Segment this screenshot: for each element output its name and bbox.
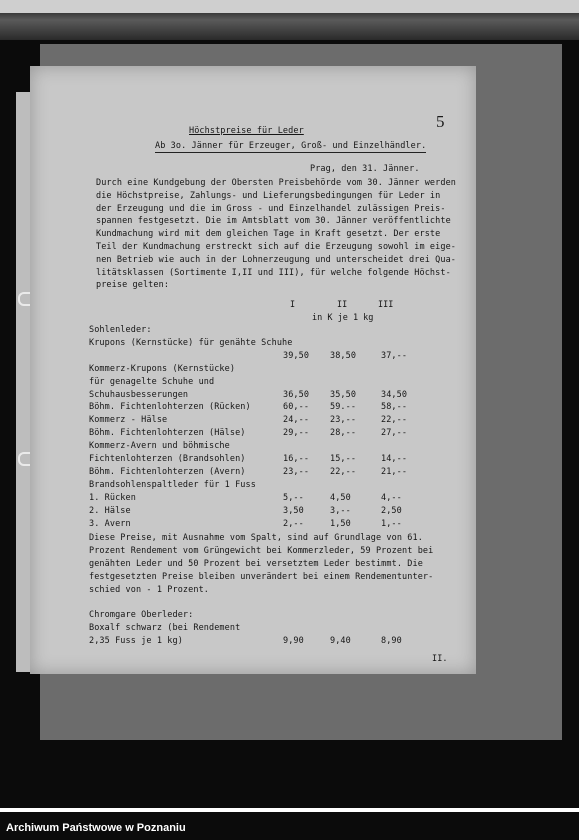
table-row-label: Boxalf schwarz (bei Rendement: [89, 623, 241, 633]
table-cell: 2,50: [381, 505, 402, 516]
table-cell: 23,--: [283, 466, 310, 477]
table-cell: 36,50: [283, 389, 310, 400]
intro-line: die Höchstpreise, Zahlungs- und Lieferungsbedingungen für Leder in: [96, 190, 441, 201]
archive-footer: [0, 808, 579, 840]
table-row-label: Böhm. Fichtenlohterzen (Hälse): [89, 428, 246, 439]
col-header-3: III: [378, 300, 394, 310]
table-cell: 22,--: [381, 415, 408, 426]
table-row-label: Kommerz - Hälse: [89, 415, 168, 426]
table-cell: 5,--: [283, 492, 304, 503]
table-row-label: Böhm. Fichtenlohterzen (Avern): [89, 466, 246, 477]
document-subtitle: Ab 3o. Jänner für Erzeuger, Groß- und Einzelhändler.: [155, 141, 427, 151]
table-cell: 60,--: [283, 402, 310, 413]
table-cell: 9,90: [283, 636, 304, 646]
intro-line: nen Betrieb wie auch in der Lohnerzeugung und unterscheidet drei Qua-: [96, 254, 457, 265]
table-cell: 14,--: [381, 454, 408, 464]
table-cell: 28,--: [330, 428, 357, 439]
unit-line: in K je 1 kg: [312, 313, 374, 323]
table-row-label: Böhm. Fichtenlohterzen (Rücken): [89, 402, 251, 413]
table-row-label: für genagelte Schuhe und: [89, 376, 215, 387]
table-row-label: Kommerz-Krupons (Kernstücke): [89, 363, 236, 374]
table-cell: 1,50: [330, 518, 351, 529]
intro-line: Durch eine Kundgebung der Obersten Preisbehörde vom 30. Jänner werden: [96, 178, 457, 188]
table-cell: 3,50: [283, 505, 304, 516]
table-row-label: Sohlenleder:: [89, 325, 152, 335]
closing-line: Prozent Rendement vom Grüngewicht bei Kommerzleder, 59 Prozent bei: [89, 546, 434, 556]
table-row-label: Schuhausbesserungen: [89, 389, 189, 400]
table-cell: 24,--: [283, 415, 310, 426]
table-cell: 8,90: [381, 636, 402, 646]
intro-line: preise gelten:: [96, 280, 170, 291]
table-row-label: 2,35 Fuss je 1 kg): [89, 636, 183, 646]
table-row-label: 2. Hälse: [89, 505, 131, 516]
date-line: Prag, den 31. Jänner.: [310, 164, 420, 174]
table-row-label: 3. Avern: [89, 518, 131, 529]
intro-line: Kundmachung wird mit dem gleichen Tage in Kraft gesetzt. Der erste: [96, 229, 441, 240]
table-cell: 23,--: [330, 415, 357, 426]
table-cell: 4,50: [330, 492, 351, 503]
table-cell: 39,50: [283, 350, 310, 361]
closing-line: festgesetzten Preise bleiben unverändert bei einem Rendementunter-: [89, 572, 434, 582]
archive-name: Archiwum Państwowe w Poznaniu: [6, 822, 186, 834]
table-row-label: Kommerz-Avern und böhmische: [89, 441, 230, 452]
table-cell: 3,--: [330, 505, 351, 516]
chrome-heading: Chromgare Oberleder:: [89, 610, 194, 620]
closing-line: schied von - 1 Prozent.: [89, 585, 210, 595]
intro-line: spannen festgesetzt. Die im Amtsblatt vom 30. Jänner veröffentlichte: [96, 216, 451, 227]
intro-line: litätsklassen (Sortimente I,II und III), für welche folgende Höchst-: [96, 267, 451, 278]
intro-line: Teil der Kundmachung erstreckt sich auf die Erzeugung sowohl im eige-: [96, 242, 457, 252]
table-cell: 34,50: [381, 389, 408, 400]
page-number: 5: [436, 112, 445, 131]
col-header-1: I: [290, 300, 296, 310]
document-title: Höchstpreise für Leder: [189, 126, 304, 136]
table-cell: 1,--: [381, 518, 402, 529]
closing-line: genähten Leder und 50 Prozent bei versetztem Leder bestimmt. Die: [89, 559, 423, 569]
table-cell: 58,--: [381, 402, 408, 413]
table-cell: 29,--: [283, 428, 310, 439]
table-cell: 4,--: [381, 492, 402, 503]
table-cell: 15,--: [330, 454, 357, 464]
table-cell: 27,--: [381, 428, 408, 439]
table-cell: 37,--: [381, 350, 408, 361]
table-cell: 16,--: [283, 454, 310, 464]
table-row-label: Brandsohlenspaltleder für 1 Fuss: [89, 479, 256, 490]
closing-line: Diese Preise, mit Ausnahme vom Spalt, sind auf Grundlage von 61.: [89, 533, 423, 543]
scanner-top-strip: [0, 0, 579, 40]
table-cell: 35,50: [330, 389, 357, 400]
table-row-label: Krupons (Kernstücke) für genähte Schuhe: [89, 337, 293, 348]
table-cell: 22,--: [330, 466, 357, 477]
table-cell: 38,50: [330, 350, 357, 361]
table-cell: 9,40: [330, 636, 351, 646]
table-row-label: Fichtenlohterzen (Brandsohlen): [89, 454, 246, 464]
table-cell: 59.--: [330, 402, 357, 413]
continuation-mark: II.: [432, 654, 448, 664]
col-header-2: II: [337, 300, 348, 310]
table-cell: 2,--: [283, 518, 304, 529]
table-row-label: 1. Rücken: [89, 492, 136, 503]
intro-line: der Erzeugung und die im Gross - und Einzelhandel zulässigen Preis-: [96, 203, 446, 214]
table-cell: 21,--: [381, 466, 408, 477]
